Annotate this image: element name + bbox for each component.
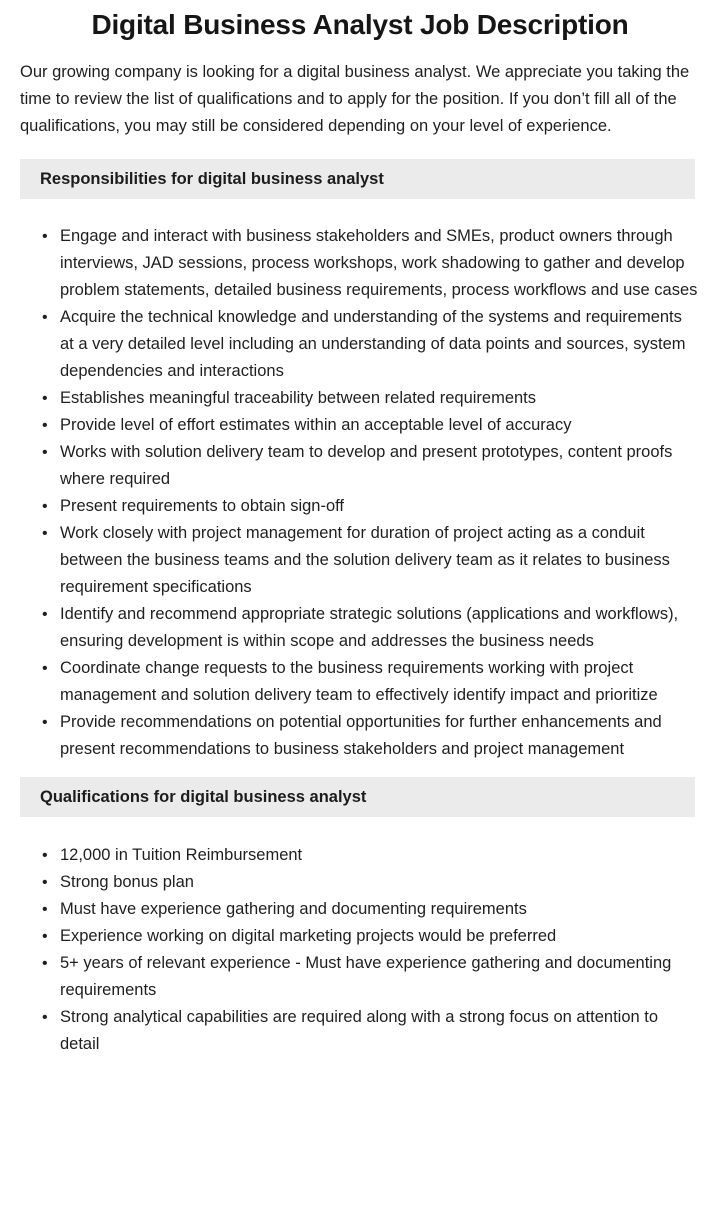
list-item: • Work closely with project management for duration of project acting as a conduit between the business teams and the solution delivery team as it relates to business requirement specifications [60, 520, 698, 601]
section-header-qualifications: Qualifications for digital business analyst [20, 777, 695, 817]
list-item: • Must have experience gathering and documenting requirements [60, 896, 698, 923]
list-item: • 5+ years of relevant experience - Must have experience gathering and documenting requirements [60, 950, 698, 1004]
list-item: • Strong analytical capabilities are required along with a strong focus on attention to detail [60, 1004, 698, 1058]
list-item: • Provide recommendations on potential opportunities for further enhancements and present recommendations to business stakeholders and project management [60, 709, 698, 763]
list-item: • Experience working on digital marketing projects would be preferred [60, 923, 698, 950]
list-item: • Acquire the technical knowledge and understanding of the systems and requirements at a very detailed level including an understanding of data points and sources, system dependencies and interactions [60, 304, 698, 385]
responsibilities-list [0, 223, 720, 763]
list-item: • 12,000 in Tuition Reimbursement [60, 842, 698, 869]
list-item: • Provide level of effort estimates within an acceptable level of accuracy [60, 412, 698, 439]
list-item: • Works with solution delivery team to develop and present prototypes, content proofs where required [60, 439, 698, 493]
list-item: • Engage and interact with business stakeholders and SMEs, product owners through interviews, JAD sessions, process workshops, work shadowing to gather and develop problem statements, detailed business requirements, process workflows and use cases [60, 223, 698, 304]
list-item: • Establishes meaningful traceability between related requirements [60, 385, 698, 412]
section-responsibilities [0, 159, 720, 763]
section-qualifications [0, 777, 720, 1058]
list-item: • Present requirements to obtain sign-off [60, 493, 698, 520]
list-item: • Coordinate change requests to the business requirements working with project management and solution delivery team to effectively identify impact and prioritize [60, 655, 698, 709]
list-item: • Strong bonus plan [60, 869, 698, 896]
qualifications-list [0, 842, 720, 1058]
page-title: Digital Business Analyst Job Description [91, 9, 629, 40]
list-item: • Identify and recommend appropriate strategic solutions (applications and workflows), ensuring development is within scope and addresses the business needs [60, 601, 698, 655]
intro-paragraph: Our growing company is looking for a digital business analyst. We appreciate you taking the time to review the list of qualifications and to apply for the position. If you don’t fill all of the qualifications, you may still be considered depending on your level of experience. [20, 63, 690, 135]
section-header-responsibilities: Responsibilities for digital business analyst [20, 159, 695, 199]
